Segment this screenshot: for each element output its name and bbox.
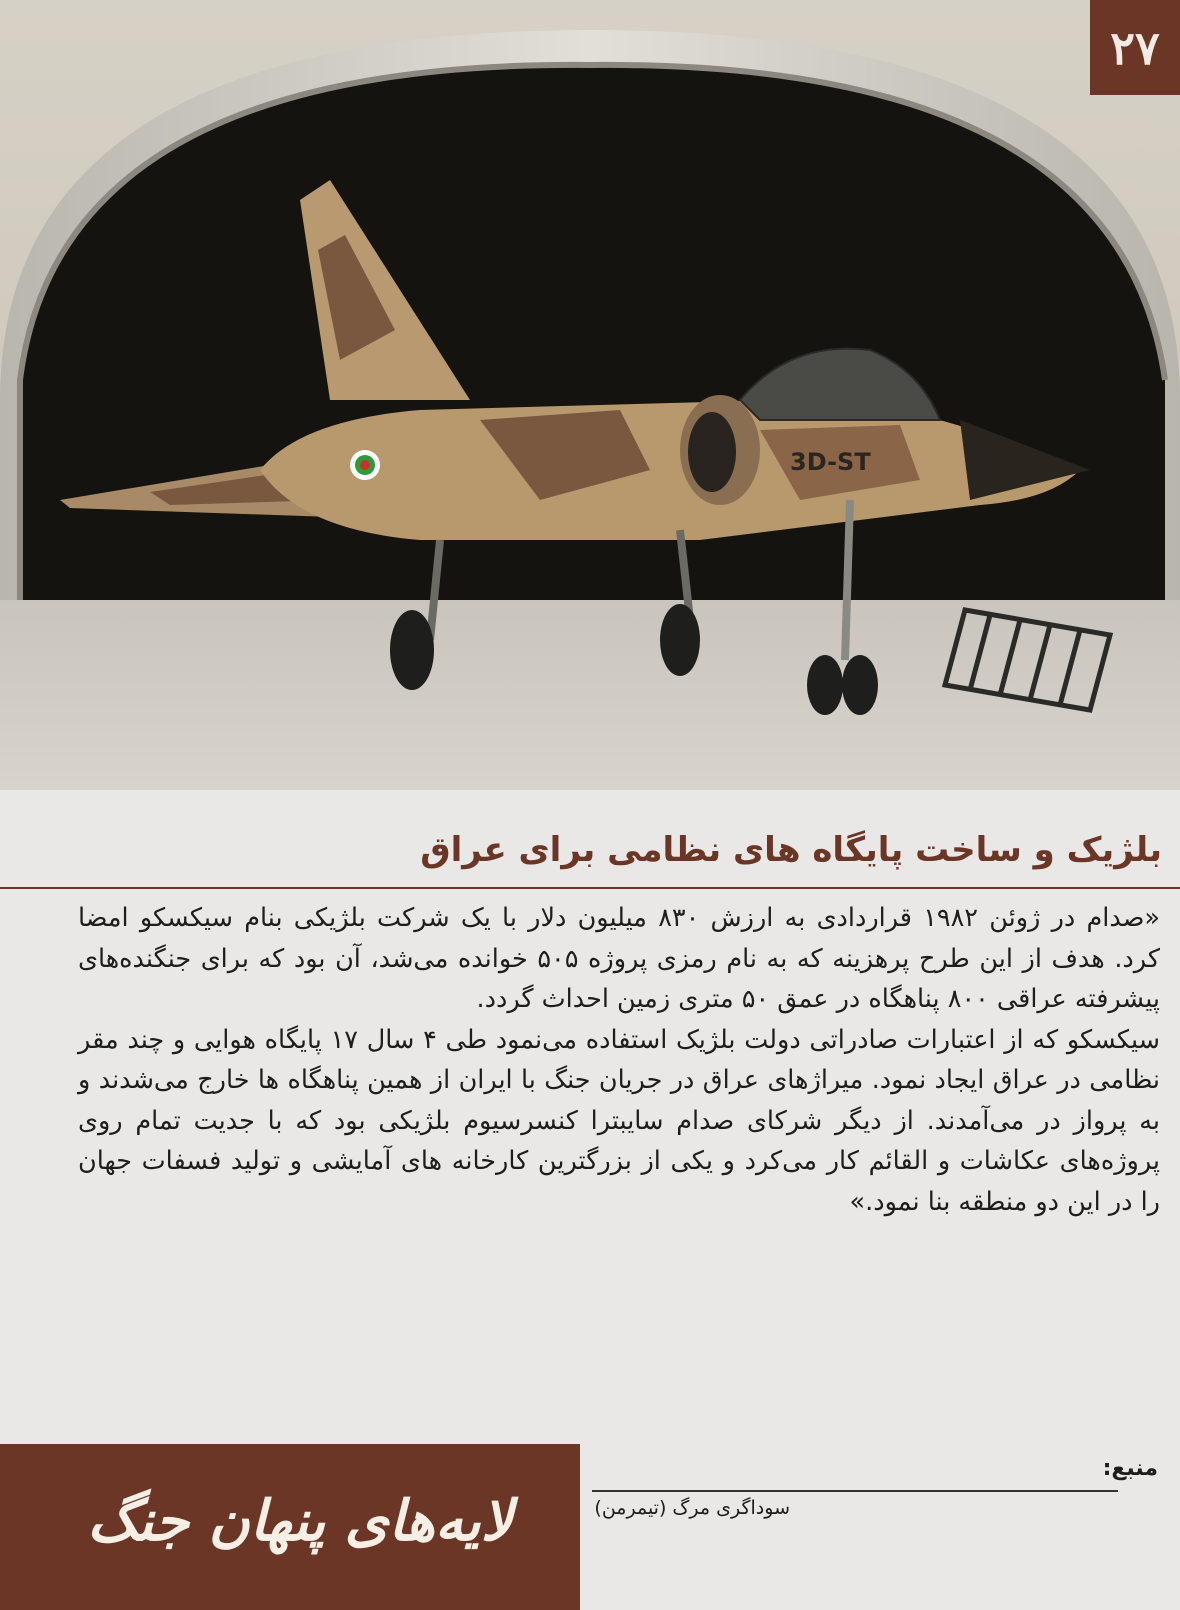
photo-illustration [0, 0, 1180, 790]
series-banner [0, 1444, 580, 1610]
article-paragraph: سیکسکو که از اعتبارات صادراتی دولت بلژیک استفاده می‌نمود طی ۴ سال ۱۷ پایگاه هوایی و چند مقر نظامی در عراق ایجاد نمود. میراژهای عراق در جریان جنگ با ایران از همین پناهگاه ها خارج می‌شدند و به پرواز در می‌آمدند. از دیگر شرکای صدام سایبترا کنسرسیوم بلژیکی بود که با جدیت تمام روی پروژه‌های عکاشات و القائم کار می‌کرد و یکی از بزرگترین کارخانه های آمایشی و تولید فسفات جهان را در این دو منطقه بنا نمود.» [78, 1024, 1161, 1217]
source-value: سوداگری مرگ (تیمرمن) [594, 1497, 790, 1519]
aircraft-marking: 3D-ST [790, 448, 871, 476]
source-label: منبع: [1102, 1456, 1158, 1481]
hangar-aircraft-photo [0, 0, 1180, 790]
article-body [78, 898, 1160, 1222]
title-divider [0, 887, 1180, 889]
article-paragraph: «صدام در ژوئن ۱۹۸۲ قراردادی به ارزش ۸۳۰ میلیون دلار با یک شرکت بلژیکی بنام سیکسکو امضا کرد. هدف از این طرح پرهزینه که به نام رمزی پروژه ۵۰۵ خوانده می‌شد، آن بود که برای جنگنده‌های پیشرفته عراقی ۸۰۰ پناهگاه در عمق ۵۰ متری زمین احداث گردد. [78, 903, 1160, 1014]
series-title: لایه‌های پنهان جنگ [87, 1488, 513, 1554]
source-divider [592, 1490, 1118, 1492]
page-number: ۲۷ [1090, 0, 1180, 95]
article-title: بلژیک و ساخت پایگاه های نظامی برای عراق [420, 830, 1162, 870]
